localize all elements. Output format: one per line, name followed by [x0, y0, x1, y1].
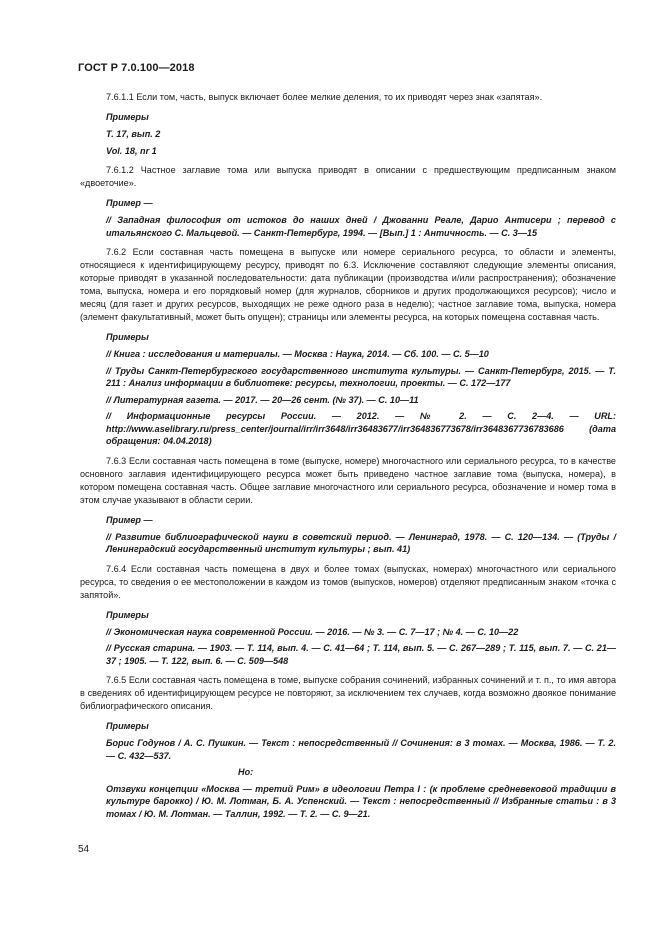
example-entry: Борис Годунов / А. С. Пушкин. — Текст : непосредственный // Сочинения: в 3 томах. — Москва, 1986. — Т. 2. — С. 432—537.	[106, 738, 616, 761]
paragraph-7-6-1-1: 7.6.1.1 Если том, часть, выпуск включает более мелкие деления, то их приводят через знак «запятая».	[106, 92, 543, 102]
page-header: ГОСТ Р 7.0.100—2018	[78, 62, 195, 74]
example-label: Пример —	[106, 514, 153, 525]
example-entry: // Литературная газета. — 2017. — 20—26 сент. (№ 37). — С. 10—11	[106, 394, 419, 405]
example-entry: // Информационные ресурсы России. — 2012. — № 2. — С. 2—4. — URL: http://www.aselibrary.ru/press_center/journal/irr/irr3648/irr36483677/irr364836773678/irr3648367736783686 (дата обращения: 04.04.2018)	[106, 411, 616, 446]
example-entry: Отзвуки концепции «Москва — третий Рим» в идеологии Петра I : (к проблеме средневековой традиции в культуре барокко) / Ю. М. Лотман, Б. А. Успенский. — Текст : непосредственный // Избранные статьи : в 3 томах / Ю. М. Лотман. — Таллин, 1992. — Т. 2. — С. 9—21.	[106, 783, 616, 819]
paragraph-7-6-2: 7.6.2 Если составная часть помещена в выпуске или номере сериального ресурса, то области и элементы, относящиеся к идентифицирующему ресурсу, приводят по 6.3. Исключение составляют следующие элементы описания, которые приводят в указанной последовательности: дата публикации (производства и/или распространения); обозначение тома, выпуска, номера и его порядковый номер (для журналов, сборников и других продолжающихся ресурсов); число и месяц (для газет и других ресурсов, выходящих не реже одного раза в неделю); частное заглавие тома, выпуска, номера (элемент факультативный, может быть опущен); страницы или элементы ресурса, на которых помещена составная часть.	[80, 247, 616, 322]
examples-label: Примеры	[106, 332, 149, 342]
document-body	[80, 91, 616, 827]
examples-label: Примеры	[106, 609, 149, 620]
paragraph-7-6-1-2: 7.6.1.2 Частное заглавие тома или выпуска приводят в описании с предшествующим предписанным знаком «двоеточие».	[80, 165, 616, 188]
example-but-label: Но:	[238, 767, 254, 777]
example-entry: Vol. 18, nr 1	[106, 145, 157, 156]
example-entry: // Развитие библиографической науки в советский период. — Ленинград, 1978. — С. 120—134. — (Труды / Ленинградский государственный институт культуры ; вып. 41)	[106, 531, 616, 554]
example-entry: // Труды Санкт-Петербургского государственного института культуры. — Санкт-Петербург, 2015. — Т. 211 : Анализ информации в библиотеке: ресурсы, технологии, проекты. — С. 172—177	[106, 365, 616, 388]
example-entry: // Русская старина. — 1903. — Т. 114, вып. 4. — С. 41—64 ; Т. 114, вып. 5. — С. 267—289 ; Т. 115, вып. 7. — С. 21—37 ; 1905. — Т. 122, вып. 6. — С. 509—548	[106, 643, 616, 666]
examples-label: Примеры	[106, 721, 149, 731]
example-entry: // Западная философия от истоков до наших дней / Джованни Реале, Дарио Антисери ; перевод с итальянского С. Мальцевой. — Санкт-Петербург, 1994. — [Вып.] 1 : Античность. — С. 3—15	[106, 215, 616, 238]
example-entry: // Книга : исследования и материалы. — Москва : Наука, 2014. — Сб. 100. — С. 5—10	[106, 349, 489, 359]
page-number: 54	[78, 844, 90, 855]
example-label: Пример —	[106, 198, 153, 208]
examples-label: Примеры	[106, 112, 149, 122]
paragraph-7-6-5: 7.6.5 Если составная часть помещена в томе, выпуске собрания сочинений, избранных сочинений и т. п., то имя автора в сведениях об идентифицирующем ресурсе не повторяют, за исключением тех случаев, когда возможно двоякое понимание библиографического описания.	[80, 675, 616, 711]
example-entry: // Экономическая наука современной России. — 2016. — № 3. — С. 7—17 ; № 4. — С. 10—22	[106, 626, 519, 637]
paragraph-7-6-4: 7.6.4 Если составная часть помещена в двух и более томах (выпусках, номерах) многочастного или сериального ресурса, то сведения о ее местоположении в каждом из томов (выпусков, номеров) отделяют предписанным знаком «точка с запятой».	[80, 563, 616, 600]
example-entry: Т. 17, вып. 2	[106, 129, 161, 139]
paragraph-7-6-3: 7.6.3 Если составная часть помещена в томе (выпуске, номере) многочастного или сериального ресурса, то в качестве основного заглавия идентифицирующего ресурса может быть приведено частное заглавие тома (выпуска, номера), в котором помещена составная часть. Общее заглавие многочастного или сериального ресурса, обозначение и номер тома в этом случае указывают в области серии.	[80, 455, 616, 505]
